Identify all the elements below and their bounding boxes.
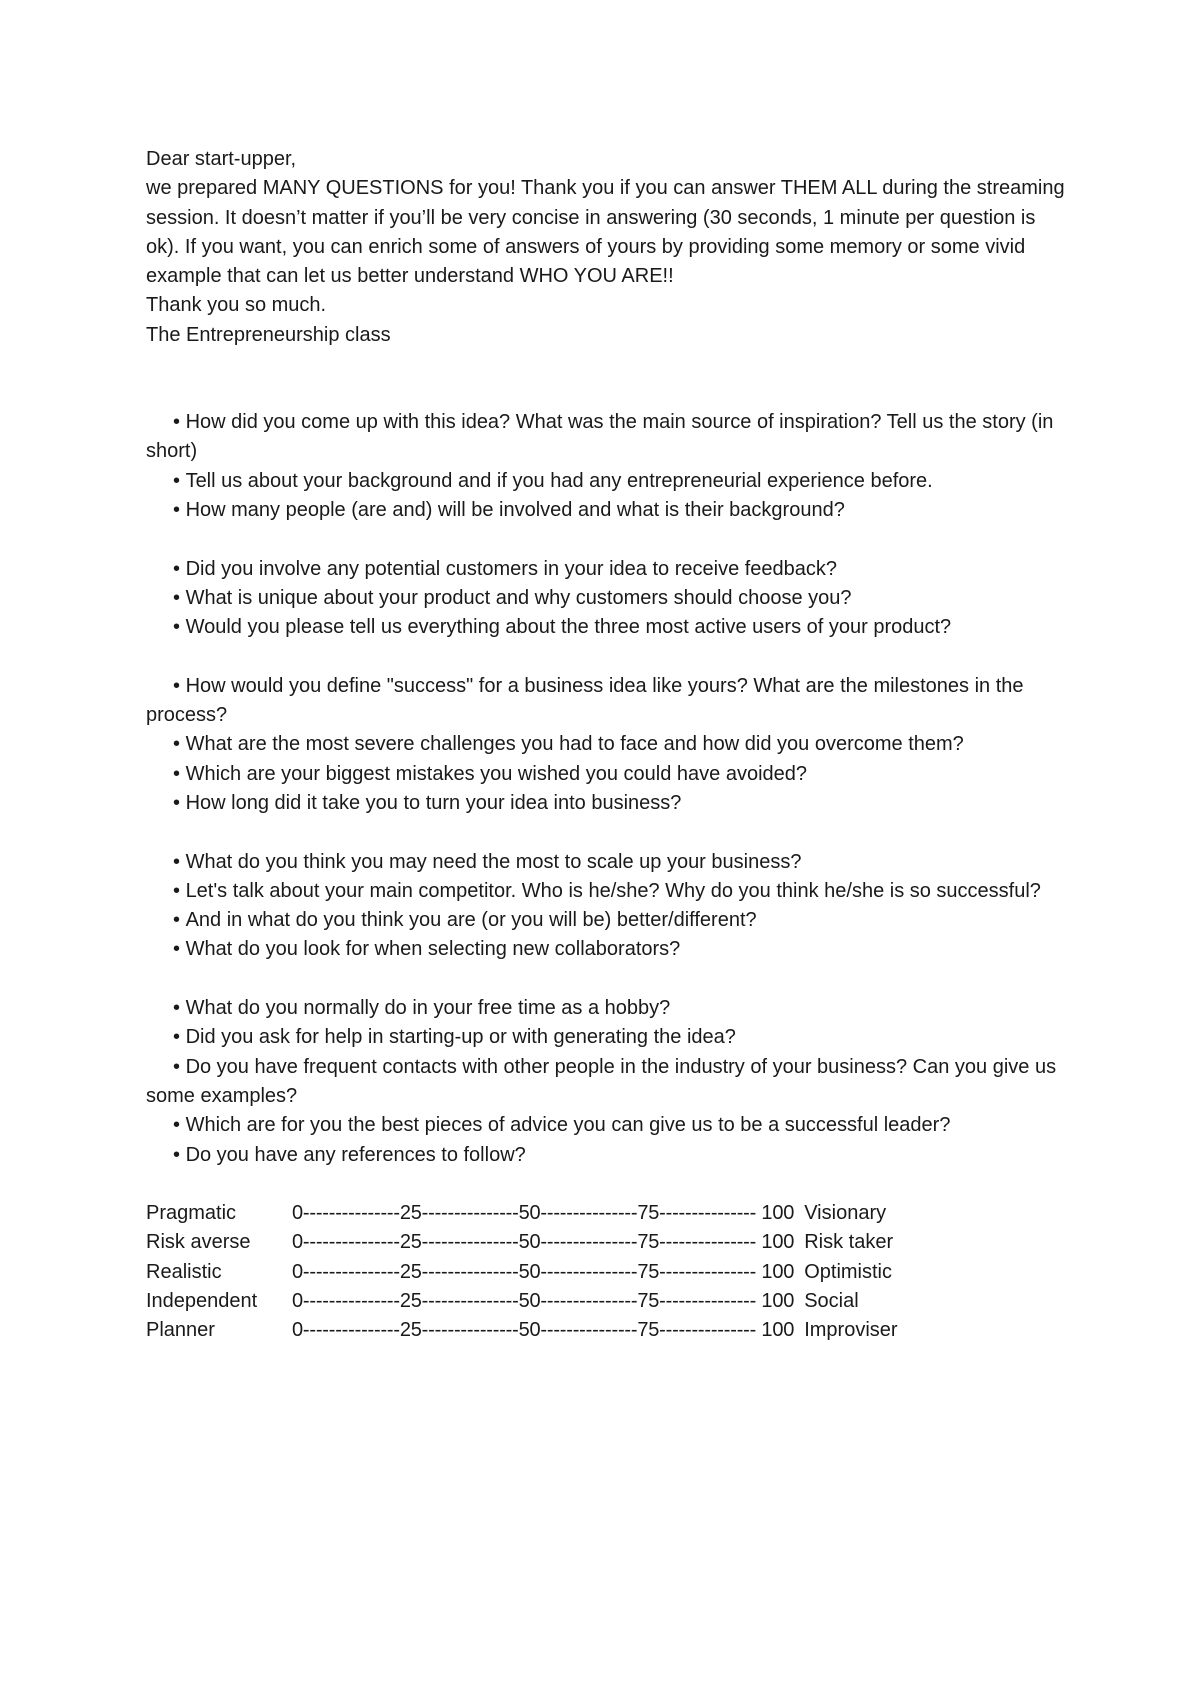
question-list xyxy=(146,408,1066,1170)
question-item: • Would you please tell us everything about the three most active users of your product? xyxy=(146,613,1066,642)
question-item: • Did you involve any potential customers in your idea to receive feedback? xyxy=(146,555,1066,584)
scale-right-label: Visionary xyxy=(804,1202,887,1225)
scale-track: 0---------------25---------------50---------------75--------------- 100 xyxy=(292,1260,795,1283)
spacer xyxy=(146,818,1066,847)
question-item: • What do you normally do in your free time as a hobby? xyxy=(146,994,1066,1023)
scale-right-label: Improviser xyxy=(804,1319,898,1342)
question-group-2 xyxy=(146,555,1066,643)
question-group-5 xyxy=(146,994,1066,1170)
question-item: • How did you come up with this idea? What was the main source of inspiration? Tell us the story (in short) xyxy=(146,408,1066,467)
scale-row xyxy=(146,1258,1066,1287)
scale-track: 0---------------25---------------50---------------75--------------- 100 xyxy=(292,1319,795,1342)
question-item: • What do you look for when selecting new collaborators? xyxy=(146,935,1066,964)
scale-track: 0---------------25---------------50---------------75--------------- 100 xyxy=(292,1202,795,1225)
scale-right-label: Social xyxy=(804,1289,859,1312)
question-item: • Which are your biggest mistakes you wished you could have avoided? xyxy=(146,760,1066,789)
scale-row xyxy=(146,1316,1066,1345)
document-body xyxy=(146,145,1071,1346)
scale-right-label: Risk taker xyxy=(804,1231,894,1254)
scale-left-label: Planner xyxy=(146,1319,215,1342)
question-item: • Tell us about your background and if you had any entrepreneurial experience before. xyxy=(146,467,1066,496)
intro-paragraph: we prepared MANY QUESTIONS for you! Thank you if you can answer THEM ALL during the streaming session. It doesn’t matter if you’ll be very concise in answering (30 seconds, 1 minute per question is ok). If you want, you can enrich some of answers of yours by providing some memory or some vivid example that can let us better understand WHO YOU ARE!! xyxy=(146,177,1071,288)
question-item: • How long did it take you to turn your idea into business? xyxy=(146,789,1066,818)
signature: The Entrepreneurship class xyxy=(146,323,391,346)
question-group-1 xyxy=(146,408,1066,525)
intro-section xyxy=(146,145,1071,350)
personality-scales xyxy=(146,1199,1066,1345)
scale-row xyxy=(146,1287,1066,1316)
scale-right-label: Optimistic xyxy=(804,1260,892,1283)
thanks-line: Thank you so much. xyxy=(146,294,327,317)
question-item: • Did you ask for help in starting-up or with generating the idea? xyxy=(146,1023,1066,1052)
scale-row xyxy=(146,1199,1066,1228)
question-item: • How would you define "success" for a business idea like yours? What are the milestones in the process? xyxy=(146,672,1066,731)
question-group-4 xyxy=(146,848,1066,965)
question-item: • How many people (are and) will be involved and what is their background? xyxy=(146,496,1066,525)
question-item: • Which are for you the best pieces of advice you can give us to be a successful leader? xyxy=(146,1111,1066,1140)
question-item: • What is unique about your product and why customers should choose you? xyxy=(146,584,1066,613)
spacer xyxy=(146,350,1066,408)
greeting: Dear start-upper, xyxy=(146,148,297,170)
scale-track: 0---------------25---------------50---------------75--------------- 100 xyxy=(292,1289,795,1312)
question-item: • And in what do you think you are (or you will be) better/different? xyxy=(146,906,1066,935)
scale-track: 0---------------25---------------50---------------75--------------- 100 xyxy=(292,1231,795,1254)
scale-left-label: Independent xyxy=(146,1289,258,1312)
spacer xyxy=(146,965,1066,994)
question-item: • Let's talk about your main competitor. Who is he/she? Why do you think he/she is so successful? xyxy=(146,877,1066,906)
question-item: • Do you have any references to follow? xyxy=(146,1141,1066,1170)
spacer xyxy=(146,642,1066,671)
question-item: • What do you think you may need the most to scale up your business? xyxy=(146,848,1066,877)
question-item: • What are the most severe challenges you had to face and how did you overcome them? xyxy=(146,730,1066,759)
scale-row xyxy=(146,1228,1066,1257)
scale-left-label: Pragmatic xyxy=(146,1202,237,1225)
question-group-3 xyxy=(146,672,1066,818)
spacer xyxy=(146,525,1066,554)
scale-left-label: Risk averse xyxy=(146,1231,251,1254)
scale-left-label: Realistic xyxy=(146,1260,222,1283)
question-item: • Do you have frequent contacts with other people in the industry of your business? Can you give us some examples? xyxy=(146,1053,1066,1112)
